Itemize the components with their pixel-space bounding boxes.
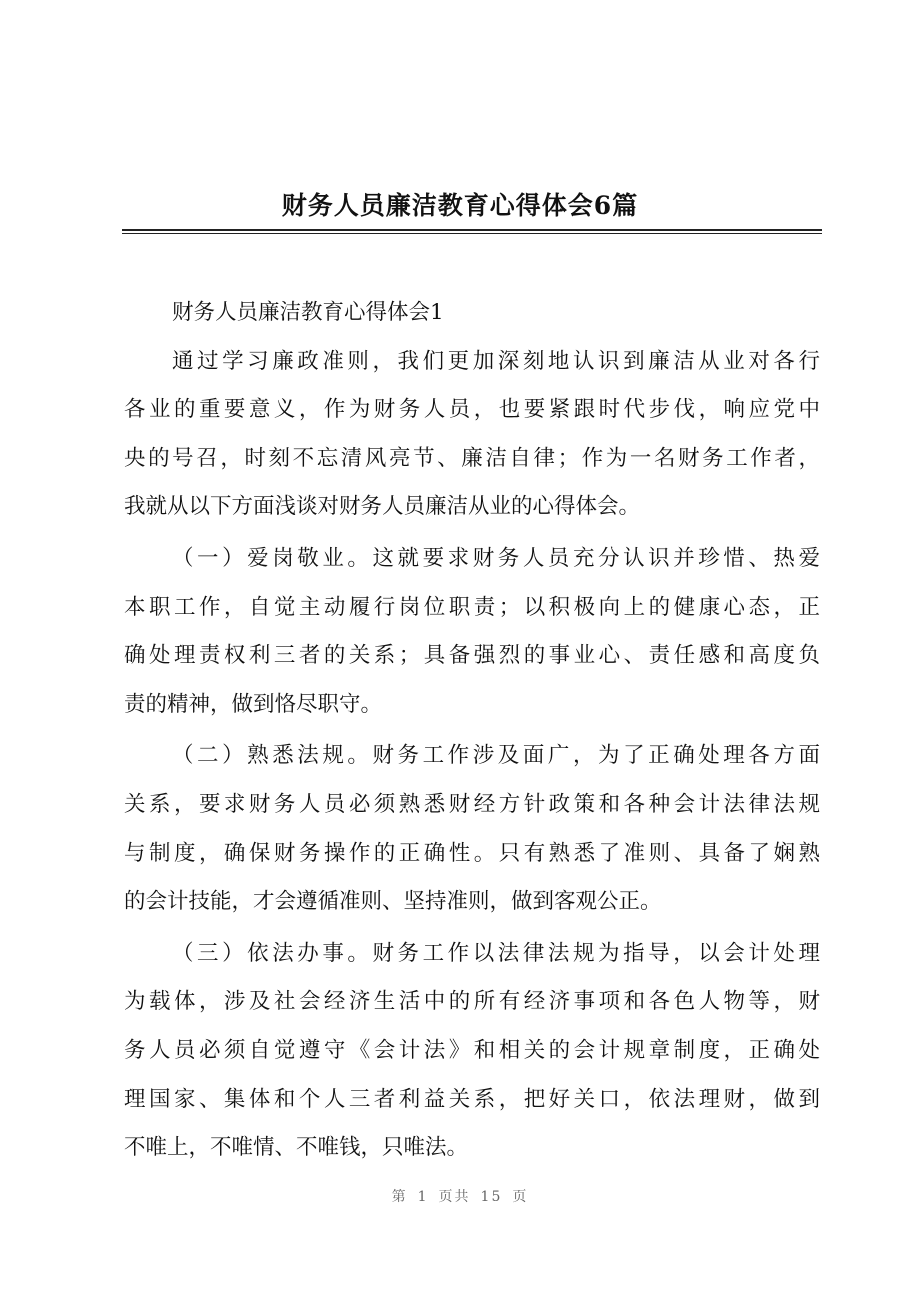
text-line: 务人员必须自觉遵守《会计法》和相关的会计规章制度，正确处 xyxy=(124,1037,820,1063)
text-line: 本职工作，自觉主动履行岗位职责；以积极向上的健康心态，正 xyxy=(124,594,820,620)
text-line: （一）爱岗敬业。这就要求财务人员充分认识并珍惜、热爱 xyxy=(172,545,820,571)
footer-current-page: 1 xyxy=(417,1189,429,1205)
footer-prefix: 第 xyxy=(391,1189,408,1205)
text-line: （三）依法办事。财务工作以法律法规为指导，以会计处理 xyxy=(172,940,820,966)
footer-middle: 页共 xyxy=(438,1189,471,1205)
title-rule-thin xyxy=(122,233,822,234)
text-line: 央的号召，时刻不忘清风亮节、廉洁自律；作为一名财务工作者， xyxy=(124,445,820,471)
page-title: 财务人员廉洁教育心得体会6篇 xyxy=(281,191,639,220)
text-line: 理国家、集体和个人三者利益关系，把好关口，依法理财，做到 xyxy=(124,1086,820,1112)
text-line: 为载体，涉及社会经济生活中的所有经济事项和各色人物等，财 xyxy=(124,989,820,1015)
text-line: （二）熟悉法规。财务工作涉及面广，为了正确处理各方面 xyxy=(172,743,820,769)
footer-total-pages: 15 xyxy=(480,1189,503,1205)
title-rule-thick xyxy=(122,229,822,231)
page-footer xyxy=(0,1186,920,1206)
text-line: 与制度，确保财务操作的正确性。只有熟悉了准则、具备了娴熟 xyxy=(124,840,820,866)
text-line: 我就从以下方面浅谈对财务人员廉洁从业的心得体会。 xyxy=(124,494,641,520)
text-line: 的会计技能，才会遵循准则、坚持准则，做到客观公正。 xyxy=(124,889,662,915)
text-line: 通过学习廉政准则，我们更加深刻地认识到廉洁从业对各行 xyxy=(172,348,820,374)
text-line: 各业的重要意义，作为财务人员，也要紧跟时代步伐，响应党中 xyxy=(124,397,820,423)
section-heading: 财务人员廉洁教育心得体会1 xyxy=(172,300,444,325)
text-line: 关系，要求财务人员必须熟悉财经方针政策和各种会计法律法规 xyxy=(124,791,820,817)
footer-suffix: 页 xyxy=(512,1189,529,1205)
document-body xyxy=(124,289,820,1173)
text-line: 确处理责权利三者的关系；具备强烈的事业心、责任感和高度负 xyxy=(124,643,820,669)
text-line: 不唯上，不唯情、不唯钱，只唯法。 xyxy=(124,1135,469,1161)
text-line: 责的精神，做到恪尽职守。 xyxy=(124,691,383,717)
